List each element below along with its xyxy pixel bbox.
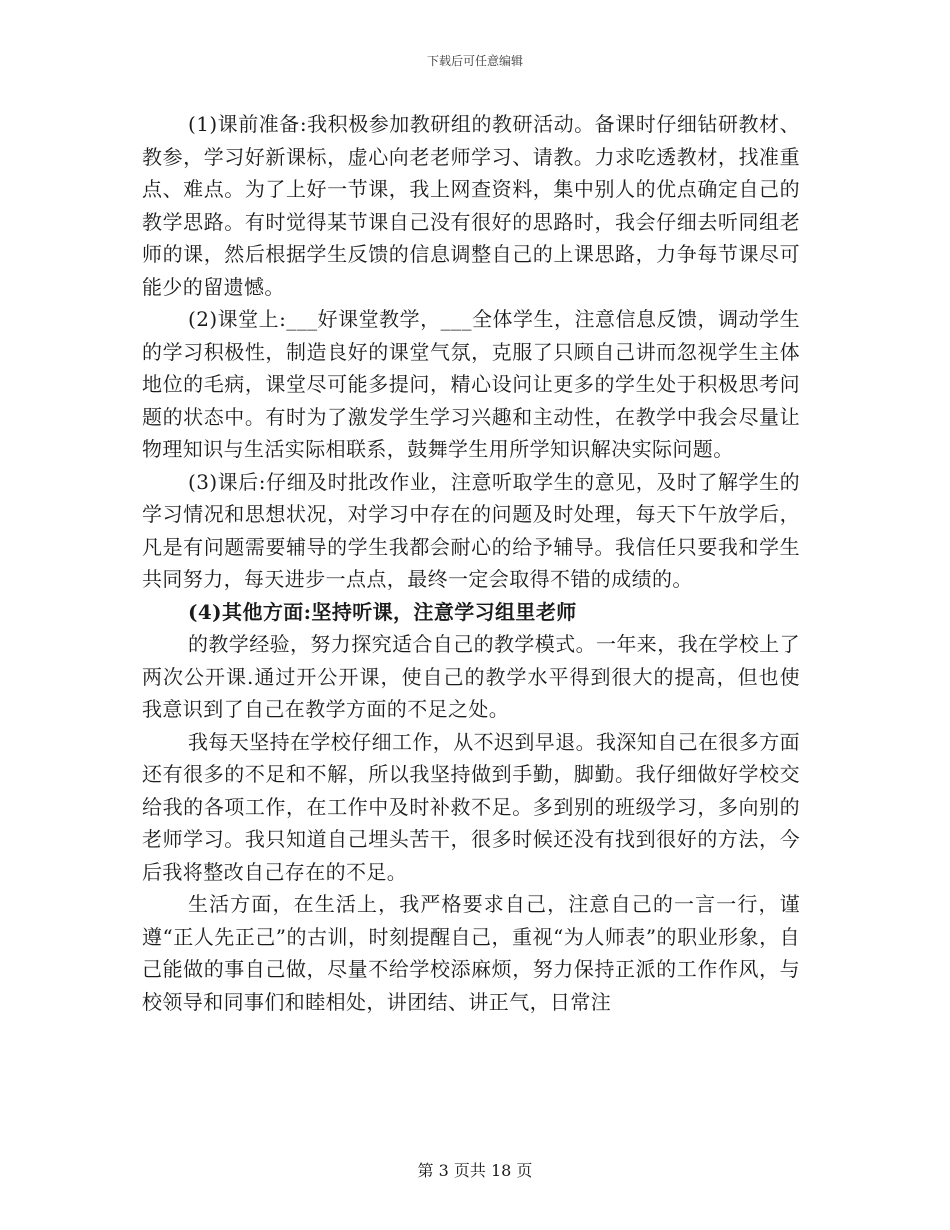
paragraph-teaching-experience: 的教学经验，努力探究适合自己的教学模式。一年来，我在学校上了两次公开课.通过开公开课，使自己的教学水平得到很大的提高，但也使我意识到了自己在教学方面的不足之处。	[142, 632, 800, 721]
paragraph-after-class: (3)课后:仔细及时批改作业，注意听取学生的意见，及时了解学生的学习情况和思想状况，对学习中存在的问题及时处理，每天下午放学后，凡是有问题需要辅导的学生我都会耐心的给予辅导。我信任只要我和学生共同努力，每天进步一点点，最终一定会取得不错的成绩的。	[142, 469, 800, 591]
paragraph-lesson-preparation: (1)课前准备:我积极参加教研组的教研活动。备课时仔细钻研教材、教参，学习好新课标，虚心向老老师学习、请教。力求吃透教材，找准重点、难点。为了上好一节课，我上网查资料，集中别人的优点确定自己的教学思路。有时觉得某节课自己没有很好的思路时，我会仔细去听同组老师的课，然后根据学生反馈的信息调整自己的上课思路，力争每节课尽可能少的留遗憾。	[142, 112, 800, 299]
paragraph-daily-work: 我每天坚持在学校仔细工作，从不迟到早退。我深知自己在很多方面还有很多的不足和不解，所以我坚持做到手勤，脚勤。我仔细做好学校交给我的各项工作，在工作中及时补救不足。多到别的班级学习，多向别的老师学习。我只知道自己埋头苦干，很多时候还没有找到很好的方法，今后我将整改自己存在的不足。	[142, 729, 800, 884]
page-header: 下载后可任意编辑	[426, 54, 523, 68]
page-footer: 第 3 页共 18 页	[417, 1161, 533, 1180]
paragraph-classroom: (2)课堂上:___好课堂教学，___全体学生，注意信息反馈，调动学生的学习积极性，制造良好的课堂气氛，克服了只顾自己讲而忽视学生主体地位的毛病，课堂尽可能多提问，精心设问让更多的学生处于积极思考问题的状态中。有时为了激发学生学习兴趣和主动性，在教学中我会尽量让物理知识与生活实际相联系，鼓舞学生用所学知识解决实际问题。	[142, 307, 800, 461]
paragraph-other-aspects-heading: (4)其他方面:坚持听课，注意学习组里老师	[188, 599, 577, 624]
paragraph-life-aspects: 生活方面，在生活上，我严格要求自己，注意自己的一言一行，谨遵“正人先正己”的古训，时刻提醒自己，重视“为人师表”的职业形象，自己能做的事自己做，尽量不给学校添麻烦，努力保持正派的工作作风，与校领导和同事们和睦相处，讲团结、讲正气，日常注	[142, 892, 800, 1014]
body-text	[142, 108, 800, 1018]
